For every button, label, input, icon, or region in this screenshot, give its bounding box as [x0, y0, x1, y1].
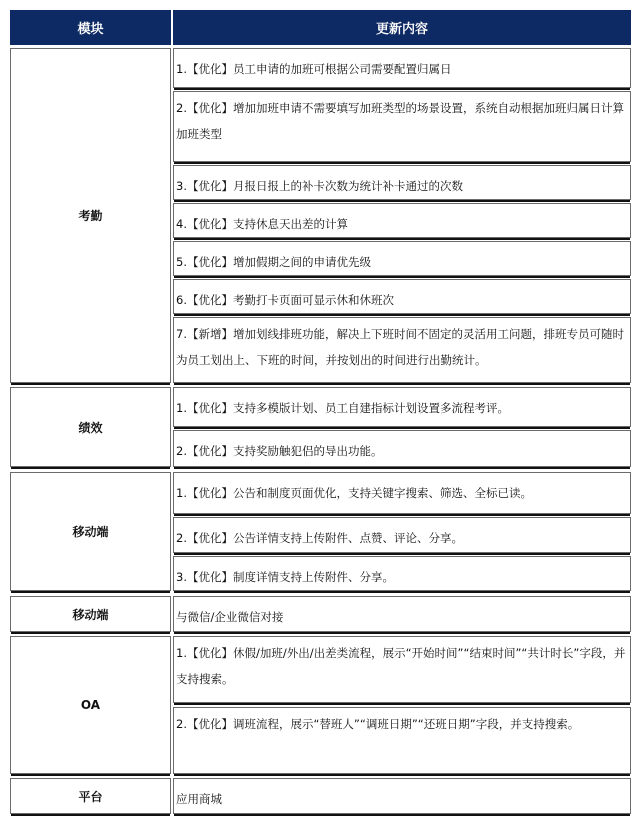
module-cell-attendance: 考勤 [10, 48, 171, 383]
module-cell-performance: 绩效 [10, 387, 171, 467]
update-item: 7.【新增】增加划线排班功能，解决上下班时间不固定的灵活用工问题，排班专员可随时为员工划出上、下班的时间，并按划出的时间进行出勤统计。 [173, 317, 631, 383]
update-item: 5.【优化】增加假期之间的申请优先级 [173, 241, 631, 276]
content-column-header: 更新内容 [173, 10, 631, 45]
module-cell-platform: 平台 [10, 778, 171, 814]
module-column-header: 模块 [10, 10, 171, 45]
update-item: 1.【优化】公告和制度页面优化，支持关键字搜索、筛选、全标已读。 [173, 472, 631, 514]
update-item: 2.【优化】公告详情支持上传附件、点赞、评论、分享。 [173, 517, 631, 553]
module-cell-mobile-2: 移动端 [10, 596, 171, 632]
update-item: 应用商城 [173, 778, 631, 814]
update-item: 与微信/企业微信对接 [173, 596, 631, 632]
update-item: 6.【优化】考勤打卡页面可显示休和休班次 [173, 279, 631, 314]
update-item: 1.【优化】员工申请的加班可根据公司需要配置归属日 [173, 48, 631, 88]
update-item: 2.【优化】调班流程，展示“替班人”“调班日期”“还班日期”字段，并支持搜索。 [173, 707, 631, 774]
update-item: 1.【优化】支持多模版计划、员工自建指标计划设置多流程考评。 [173, 387, 631, 427]
module-cell-mobile: 移动端 [10, 472, 171, 591]
update-item: 3.【优化】制度详情支持上传附件、分享。 [173, 556, 631, 591]
update-item: 1.【优化】休假/加班/外出/出差类流程，展示“开始时间”“结束时间”“共计时长”字段，并支持搜索。 [173, 636, 631, 703]
module-cell-oa: OA [10, 636, 171, 774]
update-item: 3.【优化】月报日报上的补卡次数为统计补卡通过的次数 [173, 165, 631, 200]
update-item: 2.【优化】增加加班申请不需要填写加班类型的场景设置，系统自动根据加班归属日计算加班类型 [173, 91, 631, 162]
update-item: 4.【优化】支持休息天出差的计算 [173, 203, 631, 238]
update-item: 2.【优化】支持奖励触犯侣的导出功能。 [173, 430, 631, 467]
